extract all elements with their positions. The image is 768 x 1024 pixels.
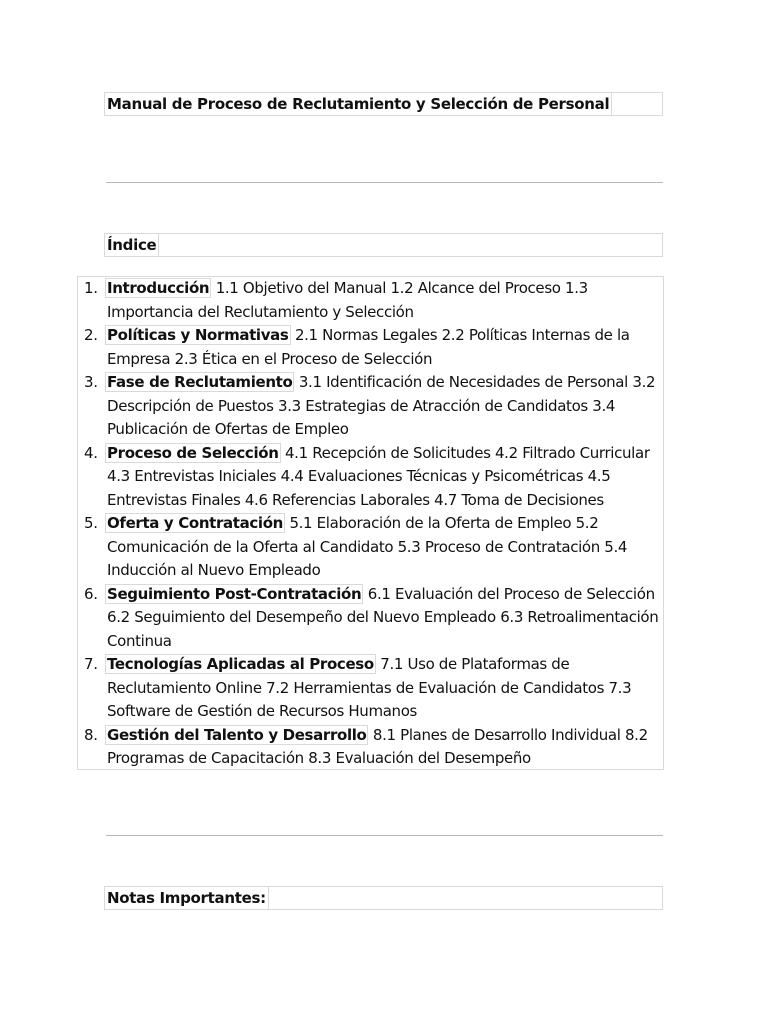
toc-item <box>78 324 663 371</box>
toc-item-subsections: 8.1 Planes de Desarrollo Individual 8.2 Programas de Capacitación 8.3 Evaluación del Desempeño <box>107 725 648 767</box>
horizontal-divider <box>106 835 663 836</box>
index-heading: Índice <box>105 234 159 256</box>
toc-item <box>78 371 663 442</box>
notes-heading-block <box>104 886 663 910</box>
toc-item-title: Gestión del Talento y Desarrollo <box>107 725 367 744</box>
toc-item-subsections: 7.1 Uso de Plataformas de Reclutamiento Online 7.2 Herramientas de Evaluación de Candidatos 7.3 Software de Gestión de Recursos Humanos <box>107 655 632 720</box>
toc-item-number: 3. <box>84 373 98 391</box>
notes-heading: Notas Importantes: <box>105 887 269 909</box>
toc-item-subsections: 5.1 Elaboración de la Oferta de Empleo 5.2 Comunicación de la Oferta al Candidato 5.3 Proceso de Contratación 5.4 Inducción al Nuevo Empleado <box>107 514 628 579</box>
toc-item <box>78 442 663 513</box>
toc-item-title: Oferta y Contratación <box>107 514 284 532</box>
toc-item-subsections: 1.1 Objetivo del Manual 1.2 Alcance del Proceso 1.3 Importancia del Reclutamiento y Selección <box>107 279 588 321</box>
toc-item-number: 2. <box>84 326 98 344</box>
toc-item-subsections: 6.1 Evaluación del Proceso de Selección 6.2 Seguimiento del Desempeño del Nuevo Empleado 6.3 Retroalimentación Continua <box>107 584 659 650</box>
toc-item <box>78 724 663 771</box>
toc-item-title: Políticas y Normativas <box>107 326 289 344</box>
toc-item-title: Introducción <box>107 279 210 297</box>
toc-item-title: Proceso de Selección <box>107 443 279 462</box>
toc-item-subsections: 3.1 Identificación de Necesidades de Personal 3.2 Descripción de Puestos 3.3 Estrategias de Atracción de Candidatos 3.4 Publicación de Ofertas de Empleo <box>107 373 656 438</box>
toc-item-title: Seguimiento Post-Contratación <box>107 584 362 603</box>
toc-item-number: 1. <box>84 279 98 297</box>
toc-item <box>78 512 663 583</box>
index-heading-block <box>104 233 663 257</box>
table-of-contents <box>77 276 664 770</box>
horizontal-divider <box>106 182 663 183</box>
toc-item-number: 5. <box>84 514 98 532</box>
toc-item-number: 6. <box>84 584 98 603</box>
toc-item-subsections: 2.1 Normas Legales 2.2 Políticas Internas de la Empresa 2.3 Ética en el Proceso de Selección <box>107 326 630 368</box>
toc-item-number: 7. <box>84 655 98 673</box>
toc-item-subsections: 4.1 Recepción de Solicitudes 4.2 Filtrado Curricular 4.3 Entrevistas Iniciales 4.4 Evaluaciones Técnicas y Psicométricas 4.5 Entrevistas Finales 4.6 Referencias Laborales 4.7 Toma de Decisiones <box>107 443 650 509</box>
document-title-block <box>104 92 663 116</box>
toc-item <box>78 277 663 324</box>
toc-item-number: 8. <box>84 725 98 744</box>
toc-item-title: Tecnologías Aplicadas al Proceso <box>107 655 374 673</box>
toc-item-title: Fase de Reclutamiento <box>107 373 293 391</box>
document-title: Manual de Proceso de Reclutamiento y Selección de Personal <box>105 93 612 115</box>
toc-item <box>78 653 663 724</box>
toc-item-number: 4. <box>84 443 98 462</box>
toc-item <box>78 583 663 654</box>
